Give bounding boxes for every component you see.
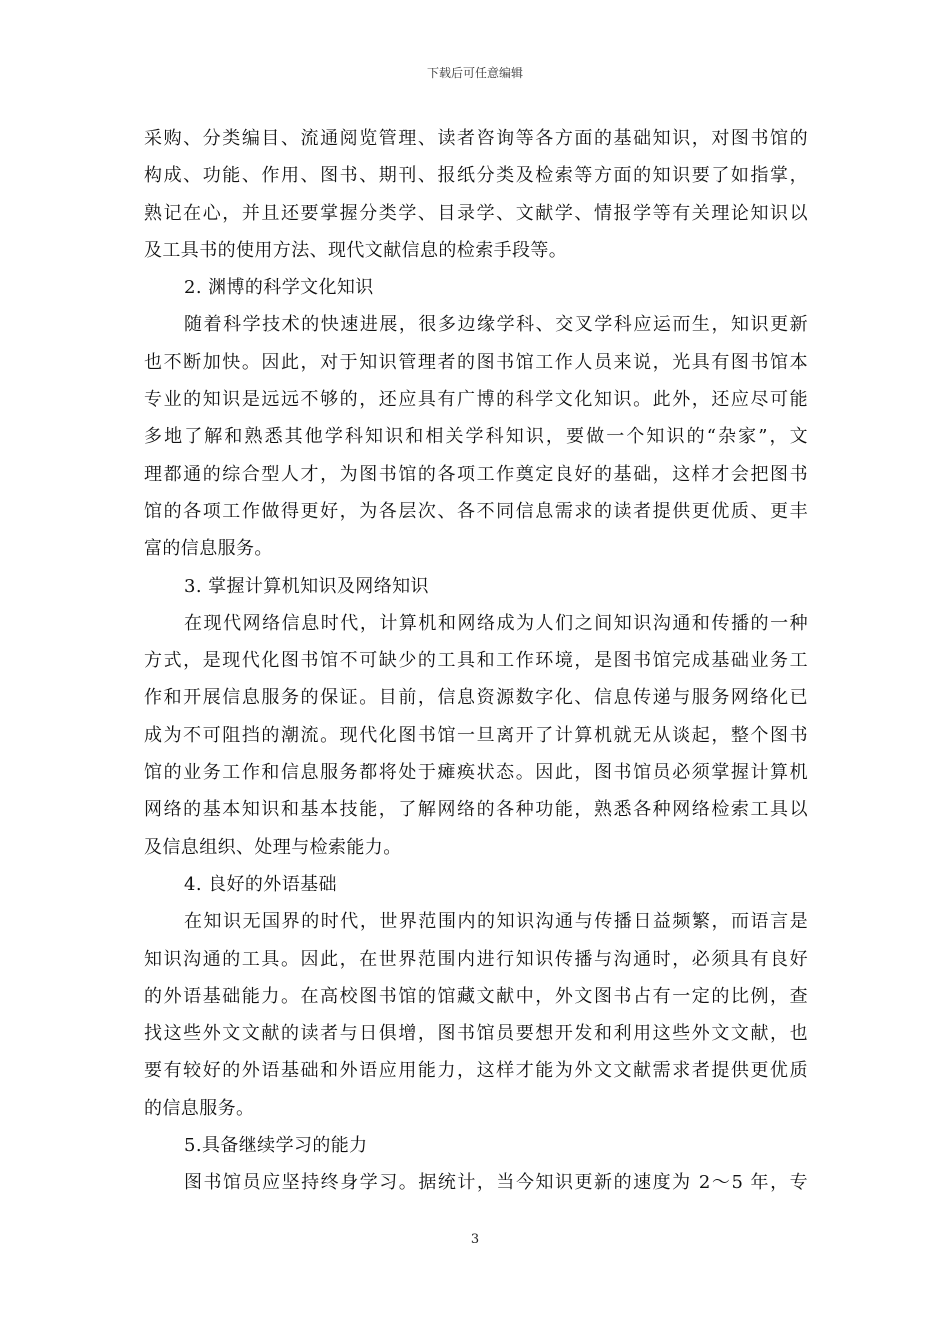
paragraph-line: 专业的知识是远远不够的，还应具有广博的科学文化知识。此外，还应尽可能 — [144, 389, 808, 411]
section-heading: 4. 良好的外语基础 — [184, 873, 337, 895]
section-heading: 5.具备继续学习的能力 — [184, 1135, 368, 1157]
paragraph-line: 的外语基础能力。在高校图书馆的馆藏文献中，外文图书占有一定的比例，查 — [144, 985, 808, 1007]
paragraph-line: 随着科学技术的快速进展，很多边缘学科、交叉学科应运而生，知识更新 — [184, 314, 808, 336]
paragraph-line: 理都通的综合型人才，为图书馆的各项工作奠定良好的基础，这样才会把图书 — [144, 463, 808, 485]
paragraph-line: 及工具书的使用方法、现代文献信息的检索手段等。 — [144, 239, 568, 261]
document-body — [144, 120, 808, 1202]
paragraph-line: 网络的基本知识和基本技能，了解网络的各种功能，熟悉各种网络检索工具以 — [144, 799, 808, 821]
paragraph-line: 图书馆员应坚持终身学习。据统计，当今知识更新的速度为 2～5 年，专 — [184, 1172, 808, 1194]
section-heading: 2. 渊博的科学文化知识 — [184, 277, 374, 299]
paragraph-line: 要有较好的外语基础和外语应用能力，这样才能为外文文献需求者提供更优质 — [144, 1060, 808, 1082]
paragraph-line: 熟记在心，并且还要掌握分类学、目录学、文献学、情报学等有关理论知识以 — [144, 202, 808, 224]
paragraph-line: 采购、分类编目、流通阅览管理、读者咨询等各方面的基础知识，对图书馆的 — [144, 128, 808, 149]
paragraph-line: 馆的业务工作和信息服务都将处于瘫痪状态。因此，图书馆员必须掌握计算机 — [144, 762, 808, 784]
paragraph-line: 馆的各项工作做得更好，为各层次、各不同信息需求的读者提供更优质、更丰 — [144, 500, 808, 522]
page-number: 3 — [470, 1232, 480, 1247]
paragraph-line: 及信息组织、处理与检索能力。 — [144, 836, 402, 858]
paragraph-line: 知识沟通的工具。因此，在世界范围内进行知识传播与沟通时，必须具有良好 — [144, 948, 808, 970]
paragraph-line: 在知识无国界的时代，世界范围内的知识沟通与传播日益频繁，而语言是 — [184, 911, 808, 933]
paragraph-line: 也不断加快。因此，对于知识管理者的图书馆工作人员来说，光具有图书馆本 — [144, 351, 808, 373]
paragraph-line: 的信息服务。 — [144, 1097, 255, 1119]
paragraph-line: 方式，是现代化图书馆不可缺少的工具和工作环境，是图书馆完成基础业务工 — [144, 650, 808, 672]
page-header: 下载后可任意编辑 — [426, 66, 523, 80]
paragraph-line: 作和开展信息服务的保证。目前，信息资源数字化、信息传递与服务网络化已 — [144, 687, 808, 709]
paragraph-line: 构成、功能、作用、图书、期刊、报纸分类及检索等方面的知识要了如指掌， — [144, 165, 808, 187]
section-heading: 3. 掌握计算机知识及网络知识 — [184, 575, 429, 597]
paragraph-line: 多地了解和熟悉其他学科知识和相关学科知识，要做一个知识的“杂家”，文 — [144, 426, 808, 448]
paragraph-line: 在现代网络信息时代，计算机和网络成为人们之间知识沟通和传播的一种 — [184, 612, 808, 634]
paragraph-line: 成为不可阻挡的潮流。现代化图书馆一旦离开了计算机就无从谈起，整个图书 — [144, 724, 808, 746]
paragraph-line: 找这些外文文献的读者与日俱增，图书馆员要想开发和利用这些外文文献，也 — [144, 1023, 808, 1045]
paragraph-line: 富的信息服务。 — [144, 538, 273, 560]
